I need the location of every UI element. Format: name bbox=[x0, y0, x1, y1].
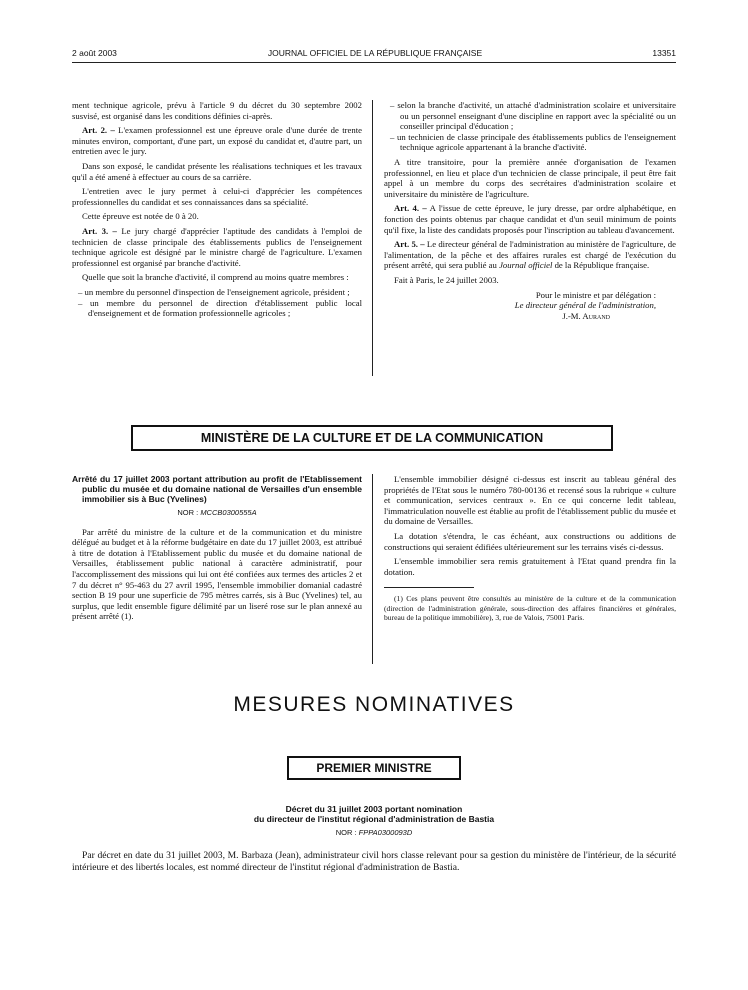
journal-name: Journal officiel bbox=[499, 260, 553, 271]
nor-code: FPPA0300093D bbox=[358, 828, 413, 837]
arrete-left-column bbox=[72, 474, 362, 626]
arrete-title: Arrêté du 17 juillet 2003 portant attribution au profit de l'Etablissement public du musée et du domaine national de Versailles d'un ensemble immobilier sis à Buc (Yvelines) bbox=[72, 474, 362, 504]
paragraph: Par décret en date du 31 juillet 2003, M. Barbaza (Jean), administrateur civil hors classe relevant pour sa gestion du ministère de l'intérieur, de la sécurité intérieure et des libertés locales, est nommé directeur de l'institut régional d'administration de Bastia. bbox=[72, 850, 676, 873]
arrete-nor bbox=[72, 508, 362, 519]
premier-ministre-banner: PREMIER MINISTRE bbox=[287, 756, 461, 780]
paragraph: Quelle que soit la branche d'activité, il comprend au moins quatre membres : bbox=[82, 272, 349, 283]
section-heading: MESURES NOMINATIVES bbox=[233, 693, 515, 716]
article-text: Le directeur général de l'administration au ministère de l'agriculture, de l'alimentation, de la pêche et des affaires rurales est chargé de l'exécution du présent arrêté, qui sera publié au bbox=[384, 239, 676, 271]
paragraph: L'ensemble immobilier sera remis gratuitement à l'Etat quand prendra fin la dotation. bbox=[384, 556, 676, 577]
nor-code: MCCB0300555A bbox=[200, 508, 257, 517]
list-item: – un membre du personnel de direction d'établissement public local d'enseignement et de formation professionnelle agricoles ; bbox=[78, 297, 362, 319]
list-item: – selon la branche d'activité, un attaché d'administration scolaire et universitaire ou un personnel enseignant d'une discipline en rapport avec la spécialité ou un conseiller principal d'éducation ; bbox=[390, 100, 676, 132]
decret-nor bbox=[72, 828, 676, 837]
jury-list-continued bbox=[384, 100, 676, 153]
article-text: de la République française. bbox=[552, 260, 650, 271]
article-5 bbox=[384, 239, 676, 271]
paragraph: Dans son exposé, le candidat présente les réalisations techniques et les travaux qu'il a été amené à effectuer au cours de sa carrière. bbox=[72, 160, 362, 182]
article-text: A l'issue de cette épreuve, le jury dresse, par ordre alphabétique, en fonction des points obtenus par chaque candidat et d'un seuil minimum de points qu'il fixe, la liste des candidats proposés pour l'inscription au tableau d'avancement. bbox=[384, 203, 677, 235]
list-item: – un membre du personnel d'inspection de l'enseignement agricole, président ; bbox=[78, 286, 350, 297]
ministry-banner: MINISTÈRE DE LA CULTURE ET DE LA COMMUNICATION bbox=[131, 425, 613, 451]
signature-title: Le directeur général de l'administration, bbox=[514, 300, 656, 311]
paragraph: Par arrêté du ministre de la culture et de la communication et du ministre délégué au budget et à la réforme budgétaire en date du 17 juillet 2003, est attribué à titre de dotation à l'Etablissement public du musée et du domaine national de Versailles, établissement public national à caractère administratif, pour l'accomplissement des missions qui lui ont été confiées aux termes des articles 2 et 7 du décret n° 95-463 du 27 avril 1995, l'ensemble immobilier domanial cadastré section B 19 pour une superficie de 795 mètres carrés, sis à Buc (Yvelines) tel, au surplus, que ledit ensemble figure délimité par un liseré rose sur le plan annexé au présent arrêté (1). bbox=[72, 526, 362, 622]
header-rule bbox=[72, 62, 676, 63]
jury-list bbox=[72, 287, 362, 319]
header-date: 2 août 2003 bbox=[72, 48, 117, 58]
article-label: Art. 4. – bbox=[394, 203, 427, 214]
paragraph: La dotation s'étendra, le cas échéant, aux constructions ou additions de constructions qui seraient édifiées ultérieurement sur les terrains visés ci-dessus. bbox=[384, 530, 676, 552]
footnote: (1) Ces plans peuvent être consultés au ministère de la culture et de la communication (direction de l'administration générale, sous-direction des affaires financières et générales, bureau de la politique immobilière), 3, rue de Valois, 75001 Paris. bbox=[384, 594, 676, 623]
article-2 bbox=[72, 125, 362, 157]
paragraph: L'entretien avec le jury permet à celui-ci d'apprécier les compétences professionnelles du candidat et ses connaissances dans sa spécialité. bbox=[72, 186, 362, 207]
article-label: Art. 5. – bbox=[394, 239, 425, 250]
signatory-name: J.-M. Aurand bbox=[562, 310, 610, 321]
paragraph: A titre transitoire, pour la première année d'organisation de l'examen professionnel, en lieu et place d'un technicien de classe principale, il peut être fait appel à un membre du corps des secrétaires d'administration scolaire et universitaire du ministère de l'agriculture. bbox=[384, 156, 676, 199]
footnote-rule bbox=[384, 587, 474, 588]
paragraph: Cette épreuve est notée de 0 à 20. bbox=[82, 211, 199, 222]
decret-title-line-2: du directeur de l'institut régional d'administration de Bastia bbox=[253, 814, 495, 824]
nor-label: NOR : bbox=[335, 828, 359, 837]
paragraph: L'ensemble immobilier désigné ci-dessus est inscrit au tableau général des propriétés de l'Etat sous le numéro 780-00136 et recensé sous la rubrique « culture et communication, services centraux ». En ce qui concerne ledit tableau, l'immatriculation nouvelle est établie au profit de l'établissement public du musée et du domaine de Versailles. bbox=[384, 474, 676, 527]
top-right-column bbox=[384, 100, 676, 321]
signature-date: Fait à Paris, le 24 juillet 2003. bbox=[394, 274, 499, 285]
column-divider bbox=[372, 474, 373, 664]
decret-title-line-1: Décret du 31 juillet 2003 portant nomination bbox=[285, 804, 463, 814]
article-text: L'examen professionnel est une épreuve orale d'une durée de trente minutes environ, comportant, d'une part, un exposé du candidat et, d'autre part, un entretien avec le jury. bbox=[72, 125, 362, 157]
column-divider bbox=[372, 100, 373, 376]
list-item: – un technicien de classe principale des établissements publics de l'enseignement technique agricole appartenant à la branche d'activité. bbox=[390, 131, 676, 153]
top-left-column bbox=[72, 100, 362, 323]
header-page-number: 13351 bbox=[652, 48, 676, 58]
article-label: Art. 2. – bbox=[82, 125, 115, 136]
paragraph: ment technique agricole, prévu à l'article 9 du décret du 30 septembre 2002 susvisé, est organisé dans les conditions définies ci-après. bbox=[72, 100, 362, 121]
nor-label: NOR : bbox=[177, 508, 201, 517]
article-3 bbox=[72, 226, 362, 268]
signature-line: Pour le ministre et par délégation : bbox=[535, 289, 656, 300]
header-journal-title: JOURNAL OFFICIEL DE LA RÉPUBLIQUE FRANÇAISE bbox=[267, 48, 483, 58]
article-label: Art. 3. – bbox=[82, 225, 117, 236]
article-4 bbox=[384, 203, 676, 235]
decret-body bbox=[72, 850, 676, 878]
arrete-right-column bbox=[384, 474, 676, 623]
article-text: Le jury chargé d'apprécier l'aptitude des candidats à l'emploi de technicien de classe principale des établissements publics de l'enseignement technique agricole est désigné par le ministre chargé de l'agriculture. L'examen professionnel est organisé par branche d'activité. bbox=[72, 225, 362, 268]
